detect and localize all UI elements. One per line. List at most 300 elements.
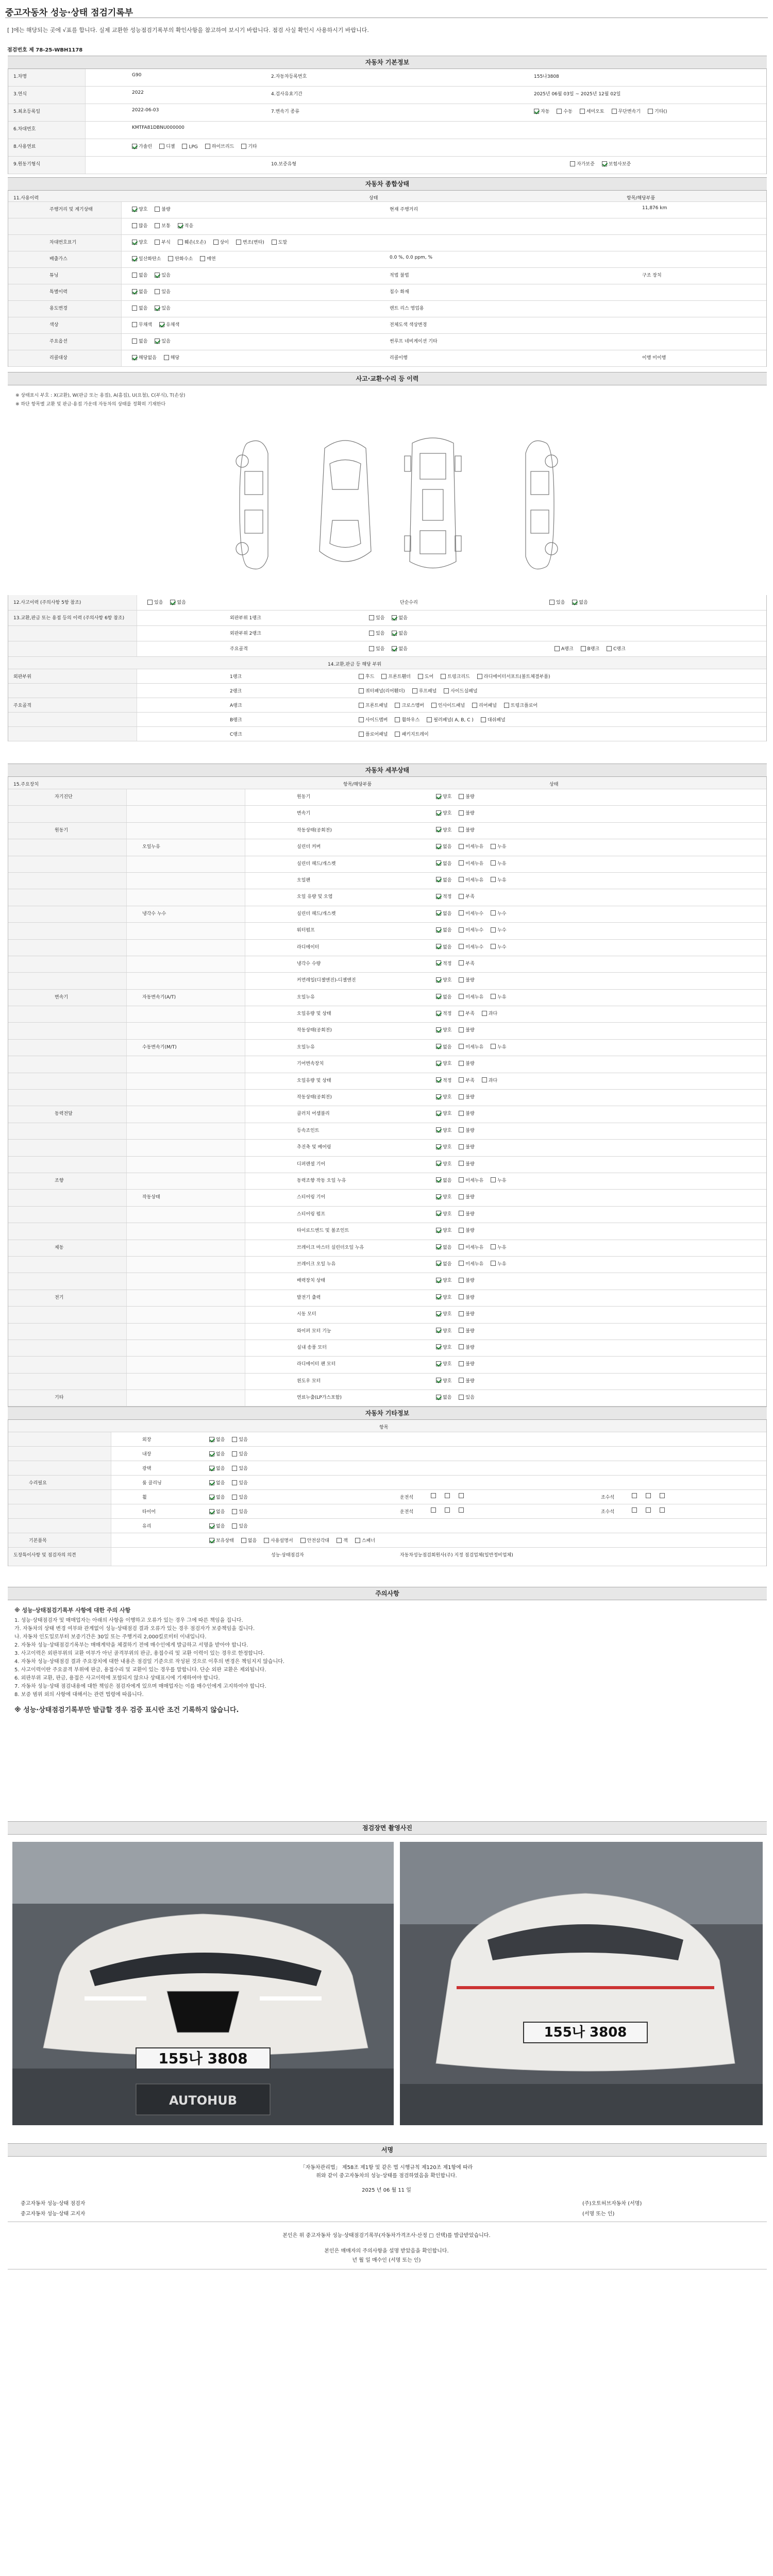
- option[interactable]: [436, 1026, 451, 1033]
- checkbox[interactable]: [436, 1328, 441, 1333]
- checkbox[interactable]: [459, 927, 464, 933]
- option[interactable]: [359, 716, 388, 723]
- option[interactable]: [459, 1394, 474, 1400]
- checkbox[interactable]: [178, 240, 183, 245]
- checkbox[interactable]: [459, 877, 464, 882]
- checkbox[interactable]: [359, 703, 364, 708]
- option[interactable]: [132, 222, 147, 229]
- checkbox[interactable]: [459, 1077, 464, 1082]
- option[interactable]: [459, 1210, 474, 1217]
- option[interactable]: [436, 1193, 451, 1200]
- checkbox[interactable]: [459, 1378, 464, 1383]
- option[interactable]: [155, 272, 170, 278]
- checkbox[interactable]: [436, 1261, 441, 1266]
- option[interactable]: [272, 239, 287, 245]
- option[interactable]: [459, 960, 474, 967]
- checkbox[interactable]: [132, 306, 137, 311]
- option[interactable]: [436, 1077, 451, 1083]
- checkbox[interactable]: [155, 273, 160, 278]
- option[interactable]: [459, 1360, 474, 1367]
- option[interactable]: [459, 1160, 474, 1167]
- option[interactable]: [132, 239, 147, 245]
- checkbox[interactable]: [459, 910, 464, 916]
- checkbox[interactable]: [209, 1466, 214, 1471]
- option[interactable]: [155, 239, 170, 245]
- checkbox[interactable]: [436, 794, 441, 799]
- option[interactable]: [232, 1508, 247, 1515]
- checkbox[interactable]: [168, 256, 173, 261]
- option[interactable]: [459, 926, 483, 933]
- option[interactable]: [445, 1508, 451, 1514]
- option[interactable]: [459, 1026, 474, 1033]
- option[interactable]: [209, 1508, 225, 1515]
- checkbox[interactable]: [459, 994, 464, 999]
- checkbox[interactable]: [557, 109, 562, 114]
- checkbox[interactable]: [482, 1011, 487, 1016]
- checkbox[interactable]: [459, 810, 464, 816]
- checkbox[interactable]: [572, 600, 577, 605]
- checkbox[interactable]: [182, 144, 187, 149]
- option[interactable]: [132, 143, 152, 149]
- checkbox[interactable]: [445, 1507, 450, 1513]
- option[interactable]: [232, 1479, 247, 1486]
- checkbox[interactable]: [159, 144, 164, 149]
- option[interactable]: [436, 1260, 451, 1267]
- checkbox[interactable]: [232, 1451, 237, 1456]
- option[interactable]: [132, 321, 152, 328]
- checkbox[interactable]: [491, 1261, 496, 1266]
- option[interactable]: [557, 108, 572, 114]
- checkbox[interactable]: [459, 1127, 464, 1132]
- checkbox[interactable]: [395, 732, 400, 737]
- checkbox[interactable]: [445, 1493, 450, 1498]
- option[interactable]: [436, 1127, 451, 1133]
- checkbox[interactable]: [427, 717, 432, 722]
- option[interactable]: [412, 687, 437, 694]
- checkbox[interactable]: [272, 240, 277, 245]
- option[interactable]: [436, 1160, 451, 1167]
- option[interactable]: [359, 702, 388, 708]
- checkbox[interactable]: [491, 944, 496, 949]
- option[interactable]: [241, 1537, 257, 1544]
- checkbox[interactable]: [395, 717, 400, 722]
- checkbox[interactable]: [491, 844, 496, 849]
- option[interactable]: [359, 687, 405, 694]
- option[interactable]: [436, 1060, 451, 1066]
- option[interactable]: [436, 1210, 451, 1217]
- option[interactable]: [436, 843, 451, 850]
- checkbox[interactable]: [459, 1261, 464, 1266]
- option[interactable]: [612, 108, 641, 114]
- checkbox[interactable]: [436, 1127, 441, 1132]
- option[interactable]: [459, 1244, 483, 1250]
- checkbox[interactable]: [392, 615, 397, 620]
- option[interactable]: [395, 731, 428, 737]
- checkbox[interactable]: [132, 240, 137, 245]
- checkbox[interactable]: [132, 144, 137, 149]
- option[interactable]: [632, 1494, 638, 1499]
- option[interactable]: [482, 1010, 497, 1016]
- checkbox[interactable]: [412, 688, 417, 693]
- checkbox[interactable]: [491, 910, 496, 916]
- option[interactable]: [232, 1450, 247, 1457]
- option[interactable]: [459, 1127, 474, 1133]
- checkbox[interactable]: [436, 1244, 441, 1249]
- checkbox[interactable]: [436, 1395, 441, 1400]
- checkbox[interactable]: [436, 827, 441, 832]
- option[interactable]: [337, 1537, 348, 1544]
- checkbox[interactable]: [459, 1395, 464, 1400]
- option[interactable]: [213, 239, 229, 245]
- option[interactable]: [436, 1177, 451, 1183]
- option[interactable]: [232, 1522, 247, 1529]
- checkbox[interactable]: [436, 1077, 441, 1082]
- checkbox[interactable]: [381, 674, 386, 679]
- option[interactable]: [369, 614, 384, 621]
- checkbox[interactable]: [459, 944, 464, 949]
- option[interactable]: [209, 1436, 225, 1443]
- option[interactable]: [436, 793, 451, 800]
- checkbox[interactable]: [607, 646, 612, 651]
- checkbox[interactable]: [459, 1311, 464, 1316]
- option[interactable]: [572, 599, 587, 605]
- checkbox[interactable]: [209, 1495, 214, 1500]
- checkbox[interactable]: [436, 1228, 441, 1233]
- option[interactable]: [159, 321, 179, 328]
- option[interactable]: [459, 876, 483, 883]
- option[interactable]: [459, 860, 483, 867]
- option[interactable]: [632, 1508, 638, 1514]
- checkbox[interactable]: [491, 1177, 496, 1182]
- option[interactable]: [436, 960, 451, 967]
- option[interactable]: [369, 630, 384, 636]
- checkbox[interactable]: [459, 1228, 464, 1233]
- option[interactable]: [155, 337, 170, 344]
- option[interactable]: [155, 304, 170, 311]
- option[interactable]: [534, 108, 549, 114]
- checkbox[interactable]: [436, 877, 441, 882]
- checkbox[interactable]: [632, 1507, 637, 1513]
- option[interactable]: [418, 673, 433, 680]
- option[interactable]: [300, 1537, 329, 1544]
- checkbox[interactable]: [459, 1361, 464, 1366]
- checkbox[interactable]: [431, 1507, 436, 1513]
- option[interactable]: [459, 1060, 474, 1066]
- option[interactable]: [431, 1494, 438, 1499]
- option[interactable]: [395, 702, 424, 708]
- checkbox[interactable]: [491, 1044, 496, 1049]
- checkbox[interactable]: [392, 646, 397, 651]
- checkbox[interactable]: [355, 1538, 360, 1543]
- option[interactable]: [441, 673, 469, 680]
- checkbox[interactable]: [369, 631, 374, 636]
- option[interactable]: [436, 943, 451, 950]
- checkbox[interactable]: [441, 674, 446, 679]
- option[interactable]: [459, 976, 474, 983]
- option[interactable]: [355, 1537, 375, 1544]
- option[interactable]: [241, 143, 257, 149]
- checkbox[interactable]: [236, 240, 241, 245]
- checkbox[interactable]: [418, 674, 423, 679]
- checkbox[interactable]: [132, 223, 137, 228]
- checkbox[interactable]: [436, 1194, 441, 1199]
- checkbox[interactable]: [459, 1044, 464, 1049]
- checkbox[interactable]: [491, 1244, 496, 1249]
- checkbox[interactable]: [232, 1509, 237, 1514]
- checkbox[interactable]: [132, 207, 137, 212]
- option[interactable]: [436, 1227, 451, 1233]
- checkbox[interactable]: [491, 927, 496, 933]
- option[interactable]: [491, 1177, 506, 1183]
- option[interactable]: [459, 1508, 465, 1514]
- option[interactable]: [155, 206, 170, 212]
- option[interactable]: [436, 809, 451, 816]
- checkbox[interactable]: [132, 355, 137, 360]
- option[interactable]: [445, 1494, 451, 1499]
- option[interactable]: [554, 645, 574, 652]
- checkbox[interactable]: [359, 688, 364, 693]
- checkbox[interactable]: [646, 1507, 651, 1513]
- option[interactable]: [491, 943, 506, 950]
- checkbox[interactable]: [200, 256, 205, 261]
- checkbox[interactable]: [459, 1027, 464, 1032]
- option[interactable]: [436, 910, 451, 917]
- option[interactable]: [164, 354, 179, 361]
- option[interactable]: [459, 809, 474, 816]
- option[interactable]: [459, 1193, 474, 1200]
- checkbox[interactable]: [459, 1244, 464, 1249]
- checkbox[interactable]: [232, 1495, 237, 1500]
- option[interactable]: [459, 1294, 474, 1300]
- option[interactable]: [132, 206, 147, 212]
- option[interactable]: [481, 716, 506, 723]
- option[interactable]: [459, 1260, 483, 1267]
- checkbox[interactable]: [155, 338, 160, 344]
- checkbox[interactable]: [459, 960, 464, 965]
- checkbox[interactable]: [646, 1493, 651, 1498]
- option[interactable]: [459, 1110, 474, 1116]
- option[interactable]: [459, 1277, 474, 1283]
- option[interactable]: [491, 1043, 506, 1050]
- option[interactable]: [491, 1260, 506, 1267]
- checkbox[interactable]: [459, 1294, 464, 1299]
- option[interactable]: [436, 876, 451, 883]
- checkbox[interactable]: [209, 1437, 214, 1442]
- option[interactable]: [392, 645, 407, 652]
- dealer-signature[interactable]: (서명 또는 인): [582, 2211, 615, 2217]
- option[interactable]: [159, 143, 175, 149]
- option[interactable]: [459, 1227, 474, 1233]
- option[interactable]: [178, 239, 206, 245]
- checkbox[interactable]: [459, 1094, 464, 1099]
- option[interactable]: [549, 599, 565, 605]
- checkbox[interactable]: [436, 994, 441, 999]
- option[interactable]: [205, 143, 234, 149]
- checkbox[interactable]: [436, 1344, 441, 1349]
- checkbox[interactable]: [436, 1044, 441, 1049]
- option[interactable]: [436, 1093, 451, 1100]
- option[interactable]: [436, 860, 451, 867]
- checkbox[interactable]: [444, 688, 449, 693]
- checkbox[interactable]: [164, 355, 169, 360]
- buyer-signature[interactable]: 년 월 일 매수인 (서명 또는 인): [352, 2258, 421, 2263]
- checkbox[interactable]: [459, 977, 464, 982]
- option[interactable]: [436, 1010, 451, 1016]
- option[interactable]: [209, 1522, 225, 1529]
- option[interactable]: [580, 108, 604, 114]
- checkbox[interactable]: [436, 927, 441, 933]
- checkbox[interactable]: [436, 1027, 441, 1032]
- checkbox[interactable]: [580, 109, 585, 114]
- checkbox[interactable]: [132, 256, 137, 261]
- checkbox[interactable]: [459, 1507, 464, 1513]
- checkbox[interactable]: [241, 1538, 246, 1543]
- checkbox[interactable]: [436, 810, 441, 816]
- checkbox[interactable]: [395, 703, 400, 708]
- option[interactable]: [504, 702, 537, 708]
- option[interactable]: [369, 645, 384, 652]
- checkbox[interactable]: [431, 1493, 436, 1498]
- checkbox[interactable]: [436, 1061, 441, 1066]
- checkbox[interactable]: [504, 703, 509, 708]
- checkbox[interactable]: [482, 1077, 487, 1082]
- checkbox[interactable]: [436, 1161, 441, 1166]
- checkbox[interactable]: [436, 1177, 441, 1182]
- checkbox[interactable]: [459, 1328, 464, 1333]
- checkbox[interactable]: [436, 1094, 441, 1099]
- checkbox[interactable]: [155, 306, 160, 311]
- option[interactable]: [395, 716, 419, 723]
- checkbox[interactable]: [436, 1294, 441, 1299]
- checkbox[interactable]: [155, 289, 160, 294]
- option[interactable]: [602, 160, 631, 167]
- option[interactable]: [178, 222, 193, 229]
- option[interactable]: [491, 843, 506, 850]
- checker-signature[interactable]: (주)오토허브자동차 (서명): [582, 2201, 642, 2207]
- checkbox[interactable]: [436, 960, 441, 965]
- checkbox[interactable]: [459, 1194, 464, 1199]
- option[interactable]: [491, 876, 506, 883]
- option[interactable]: [646, 1494, 652, 1499]
- checkbox[interactable]: [472, 703, 477, 708]
- checkbox[interactable]: [534, 109, 539, 114]
- option[interactable]: [607, 645, 626, 652]
- option[interactable]: [436, 1143, 451, 1150]
- checkbox[interactable]: [436, 1144, 441, 1149]
- option[interactable]: [155, 288, 170, 295]
- checkbox[interactable]: [491, 994, 496, 999]
- option[interactable]: [209, 1450, 225, 1457]
- option[interactable]: [436, 1244, 451, 1250]
- option[interactable]: [209, 1537, 234, 1544]
- option[interactable]: [132, 354, 157, 361]
- option[interactable]: [436, 826, 451, 833]
- option[interactable]: [132, 272, 147, 278]
- option[interactable]: [359, 731, 388, 737]
- checkbox[interactable]: [209, 1451, 214, 1456]
- checkbox[interactable]: [241, 144, 246, 149]
- option[interactable]: [431, 1508, 438, 1514]
- checkbox[interactable]: [459, 1011, 464, 1016]
- option[interactable]: [359, 673, 374, 680]
- option[interactable]: [132, 255, 161, 262]
- checkbox[interactable]: [549, 600, 554, 605]
- checkbox[interactable]: [581, 646, 586, 651]
- checkbox[interactable]: [459, 1278, 464, 1283]
- checkbox[interactable]: [491, 877, 496, 882]
- checkbox[interactable]: [436, 1111, 441, 1116]
- option[interactable]: [232, 1465, 247, 1471]
- checkbox[interactable]: [155, 207, 160, 212]
- checkbox[interactable]: [436, 860, 441, 866]
- checkbox[interactable]: [459, 794, 464, 799]
- checkbox[interactable]: [300, 1538, 306, 1543]
- checkbox[interactable]: [392, 631, 397, 636]
- checkbox[interactable]: [132, 338, 137, 344]
- option[interactable]: [182, 144, 197, 150]
- option[interactable]: [436, 1327, 451, 1334]
- option[interactable]: [436, 926, 451, 933]
- checkbox[interactable]: [178, 223, 183, 228]
- option[interactable]: [132, 288, 147, 295]
- option[interactable]: [232, 1494, 247, 1500]
- option[interactable]: [581, 645, 600, 652]
- checkbox[interactable]: [232, 1480, 237, 1485]
- checkbox[interactable]: [436, 944, 441, 949]
- checkbox[interactable]: [459, 1344, 464, 1349]
- checkbox[interactable]: [602, 161, 607, 166]
- checkbox[interactable]: [660, 1507, 665, 1513]
- option[interactable]: [170, 599, 186, 605]
- option[interactable]: [155, 222, 170, 229]
- option[interactable]: [392, 614, 407, 621]
- checkbox[interactable]: [209, 1509, 214, 1514]
- option[interactable]: [436, 1043, 451, 1050]
- option[interactable]: [477, 673, 550, 680]
- checkbox[interactable]: [369, 646, 374, 651]
- checkbox[interactable]: [213, 240, 219, 245]
- option[interactable]: [459, 1310, 474, 1317]
- checkbox[interactable]: [632, 1493, 637, 1498]
- option[interactable]: [459, 1327, 474, 1334]
- checkbox[interactable]: [459, 1211, 464, 1216]
- checkbox[interactable]: [459, 860, 464, 866]
- checkbox[interactable]: [132, 273, 137, 278]
- checkbox[interactable]: [232, 1437, 237, 1442]
- checkbox[interactable]: [459, 1061, 464, 1066]
- option[interactable]: [459, 993, 483, 1000]
- option[interactable]: [648, 108, 667, 114]
- option[interactable]: [209, 1494, 225, 1500]
- option[interactable]: [472, 702, 497, 708]
- option[interactable]: [459, 1177, 483, 1183]
- checkbox[interactable]: [170, 600, 175, 605]
- option[interactable]: [436, 1110, 451, 1116]
- checkbox[interactable]: [232, 1523, 237, 1529]
- option[interactable]: [392, 630, 407, 636]
- checkbox[interactable]: [459, 1177, 464, 1182]
- option[interactable]: [232, 1436, 247, 1443]
- option[interactable]: [264, 1537, 293, 1544]
- checkbox[interactable]: [209, 1538, 214, 1543]
- option[interactable]: [147, 599, 163, 605]
- option[interactable]: [209, 1465, 225, 1471]
- option[interactable]: [132, 337, 147, 344]
- option[interactable]: [459, 1377, 474, 1384]
- checkbox[interactable]: [205, 144, 210, 149]
- checkbox[interactable]: [459, 827, 464, 832]
- checkbox[interactable]: [459, 894, 464, 899]
